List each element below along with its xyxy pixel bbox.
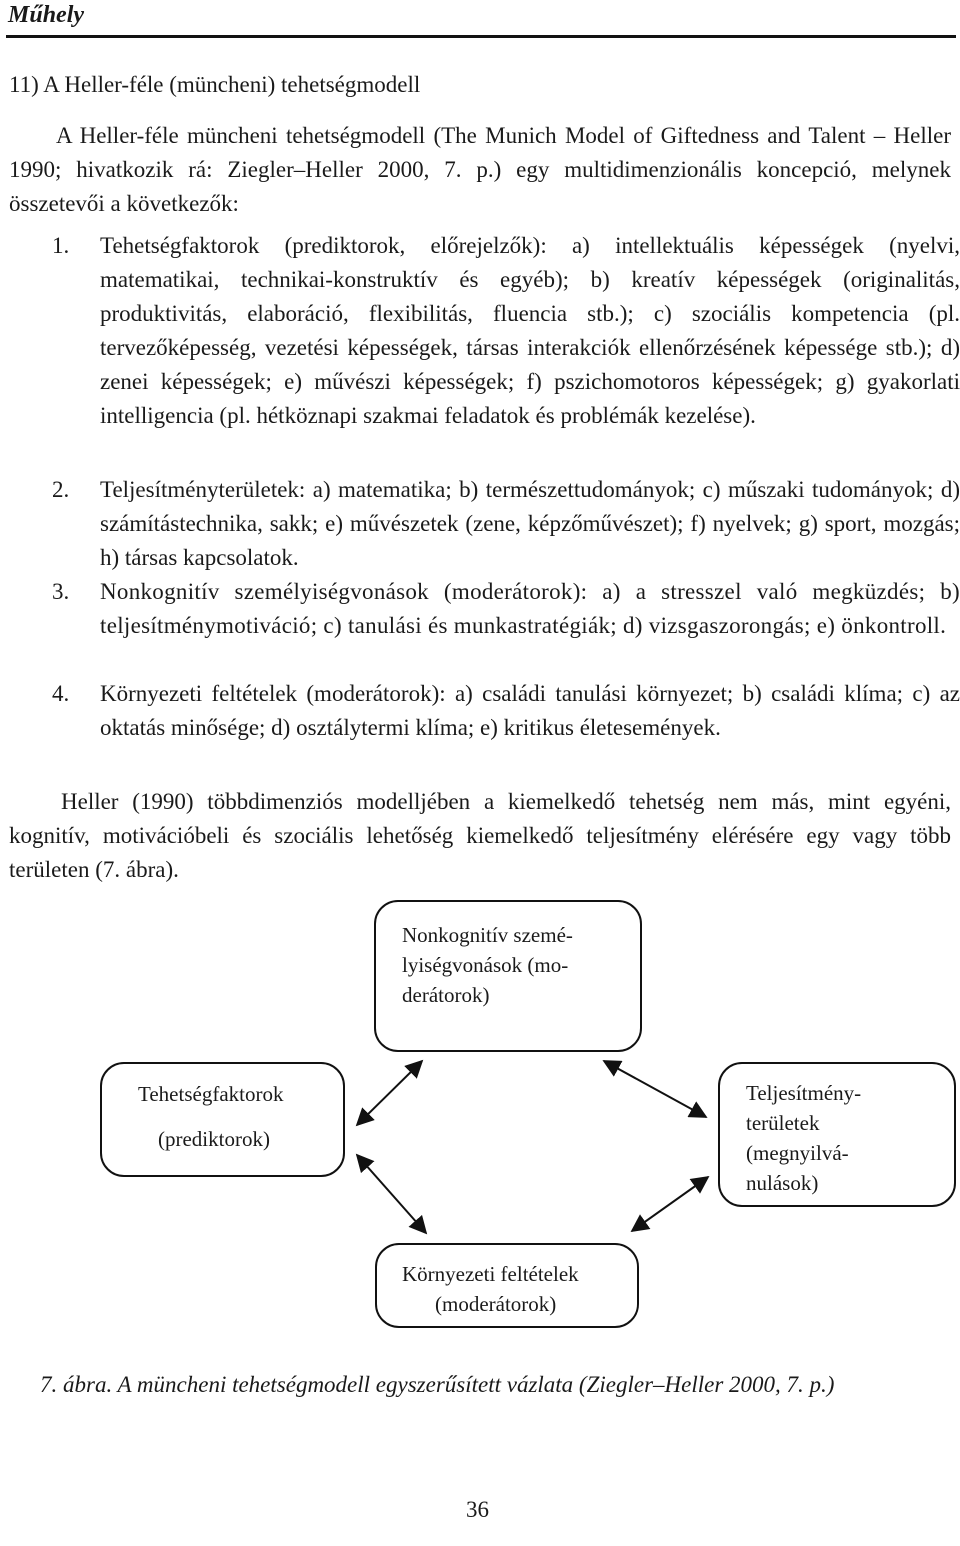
- page-header: [6, 0, 956, 38]
- model-diagram: [0, 895, 960, 1345]
- box-line: nulások): [746, 1171, 819, 1195]
- box-line: Környezeti feltételek: [402, 1262, 579, 1286]
- box-line: derátorok): [402, 983, 490, 1007]
- box-teljesitmenyteruletek: [718, 1062, 956, 1207]
- section-title: 11) A Heller-féle (müncheni) tehetségmodell: [9, 72, 421, 97]
- list-item-number: 3.: [52, 579, 70, 604]
- box-line: területek: [746, 1111, 820, 1135]
- list-item-text: Környezeti feltételek (moderátorok): a) családi tanulási környezet; b) családi klíma; c) az oktatás minősége; d) osztálytermi klíma; e) kritikus életesemények.: [100, 681, 960, 740]
- box-line: (moderátorok): [435, 1292, 557, 1316]
- intro-paragraph: A Heller-féle müncheni tehetségmodell (The Munich Model of Giftedness and Talent – Heller 1990; hivatkozik rá: Ziegler–Heller 2000, 7. p.) egy multidimenzionális koncepció, melynek összetevői a következők:: [9, 123, 951, 216]
- box-line: lyiségvonások (mo-: [402, 953, 569, 977]
- box-nonkognitiv: [374, 900, 642, 1052]
- arrow-right-top: [604, 1061, 706, 1117]
- box-line: Tehetségfaktorok: [138, 1082, 284, 1106]
- box-line: Nonkognitív szemé-: [402, 923, 573, 947]
- box-line: (prediktorok): [158, 1127, 270, 1151]
- list-item-number: 4.: [52, 681, 70, 706]
- list-item-text: Teljesítményterületek: a) matematika; b) természettudományok; c) műszaki tudományok; d) számítástechnika, sakk; e) művészetek (zene, képzőművészet); f) nyelvek; g) sport, mozgás; h) társas kapcsolatok.: [100, 477, 960, 570]
- arrow-left-top: [357, 1061, 422, 1125]
- box-line: Teljesítmény-: [746, 1081, 862, 1105]
- list-item-text: Tehetségfaktorok (prediktorok, előrejelzők): a) intellektuális képességek (nyelvi, matematikai, technikai-konstruktív és egyéb); b) kreatív képességek (originalitás, produktivitás, elaboráció, flexibilitás, fluencia stb.); c) szociális kompetencia (pl. tervezőképesség, vezetési képességek, társas interakciók ellenőrzésének képessége stb.); d) zenei képességek; e) művészi képességek; f) pszichomotoros képességek; g) gyakorlati intelligencia (pl. hétköznapi szakmai feladatok és problémák kezelése).: [100, 233, 960, 428]
- list-item-text: Nonkognitív személyiségvonások (moderátorok): a) a stresszel való megküzdés; b) teljesítménymotiváció; c) tanulási és munkastratégiák; d) vizsgaszorongás; e) önkontroll.: [100, 579, 960, 638]
- box-line: (megnyilvá-: [746, 1141, 849, 1165]
- arrow-left-bottom: [357, 1155, 426, 1233]
- box-tehetsegfaktorok: [100, 1062, 345, 1177]
- arrow-bottom-right: [632, 1177, 708, 1231]
- list-item-number: 1.: [52, 233, 70, 258]
- page-number: 36: [466, 1497, 489, 1522]
- figure-caption: 7. ábra. A müncheni tehetségmodell egyszerűsített vázlata (Ziegler–Heller 2000, 7. p.): [40, 1372, 835, 1397]
- box-kornyezeti: [375, 1243, 639, 1328]
- summary-paragraph: Heller (1990) többdimenziós modelljében a kiemelkedő tehetség nem más, mint egyéni, kognitív, motivációbeli és szociális lehetőség kiemelkedő teljesítmény elérésére egy vagy több területen (7. ábra).: [9, 789, 951, 882]
- header-title: Műhely: [8, 2, 85, 28]
- list-item-number: 2.: [52, 477, 70, 502]
